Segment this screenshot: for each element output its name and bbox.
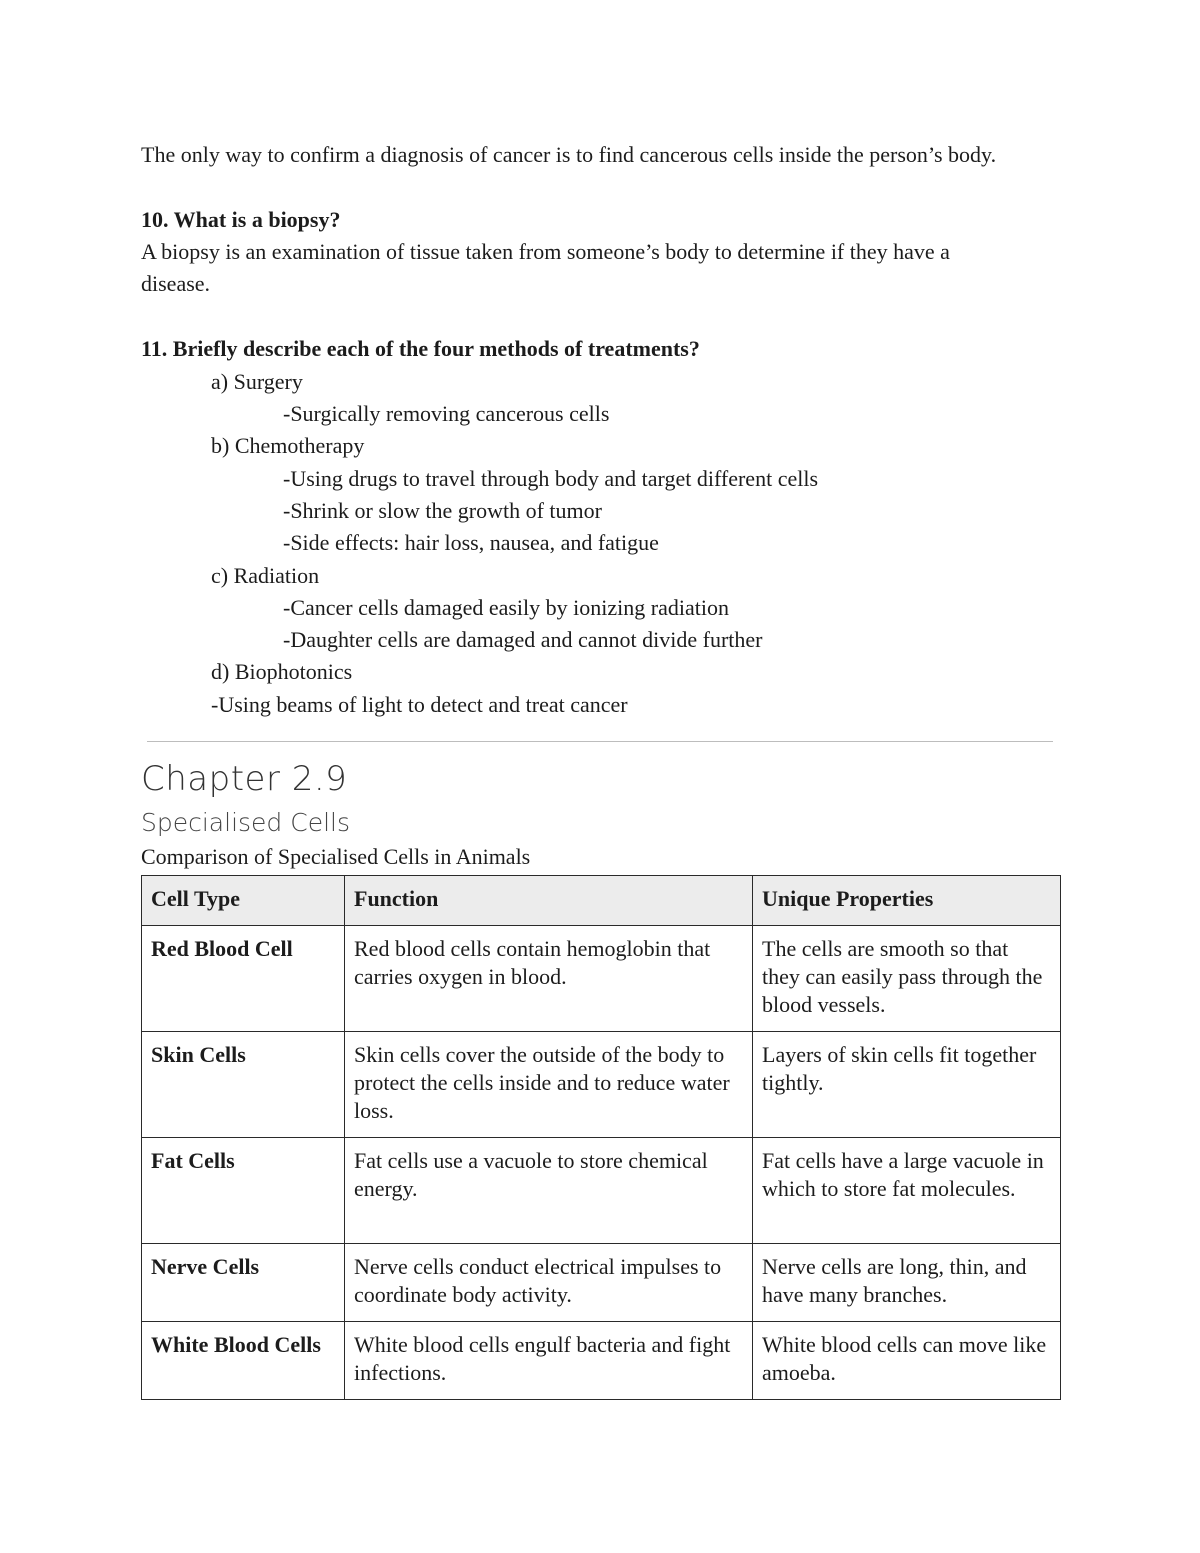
cell-function: Nerve cells conduct electrical impulses to coordinate body activity. [345, 1244, 753, 1322]
table-row [142, 1138, 1061, 1244]
cell-properties: Layers of skin cells fit together tightly. [753, 1032, 1061, 1138]
intro-text: The only way to confirm a diagnosis of cancer is to find cancerous cells inside the person’s body. [141, 142, 997, 167]
specialised-cells-table [141, 875, 1061, 1400]
horizontal-divider [147, 741, 1053, 742]
chapter-title: Chapter 2.9 [141, 759, 348, 799]
method-label-chemotherapy: b) Chemotherapy [211, 433, 365, 458]
column-header-cell-type: Cell Type [142, 876, 345, 926]
table-caption: Comparison of Specialised Cells in Animals [141, 844, 531, 869]
cell-properties: Fat cells have a large vacuole in which to store fat molecules. [753, 1138, 1061, 1244]
cell-function: White blood cells engulf bacteria and fight infections. [345, 1322, 753, 1400]
table-row [142, 1244, 1061, 1322]
cell-function: Red blood cells contain hemoglobin that carries oxygen in blood. [345, 926, 753, 1032]
section-title: Specialised Cells [141, 808, 350, 837]
cell-properties: White blood cells can move like amoeba. [753, 1322, 1061, 1400]
column-header-function: Function [345, 876, 753, 926]
cell-properties: The cells are smooth so that they can easily pass through the blood vessels. [753, 926, 1061, 1032]
cell-type: Skin Cells [142, 1032, 345, 1138]
cell-type: Fat Cells [142, 1138, 345, 1244]
cell-function: Fat cells use a vacuole to store chemical energy. [345, 1138, 753, 1244]
question-10-heading: 10. What is a biopsy? [141, 207, 341, 232]
table-row [142, 1032, 1061, 1138]
question-11-heading: 11. Briefly describe each of the four methods of treatments? [141, 336, 700, 361]
method-label-biophotonics: d) Biophotonics [211, 659, 353, 684]
question-10-answer-line-1: A biopsy is an examination of tissue taken from someone’s body to determine if they have a [141, 239, 950, 264]
table-header-row [142, 876, 1061, 926]
method-detail: -Daughter cells are damaged and cannot divide further [283, 627, 763, 652]
method-detail: -Shrink or slow the growth of tumor [283, 498, 602, 523]
table-row [142, 926, 1061, 1032]
method-detail: -Side effects: hair loss, nausea, and fatigue [283, 530, 659, 555]
cell-type: White Blood Cells [142, 1322, 345, 1400]
cell-type: Red Blood Cell [142, 926, 345, 1032]
method-label-radiation: c) Radiation [211, 563, 320, 588]
method-detail: -Surgically removing cancerous cells [283, 401, 610, 426]
cell-function: Skin cells cover the outside of the body to protect the cells inside and to reduce water loss. [345, 1032, 753, 1138]
method-label-surgery: a) Surgery [211, 369, 303, 394]
method-detail: -Cancer cells damaged easily by ionizing radiation [283, 595, 729, 620]
method-detail: -Using beams of light to detect and treat cancer [211, 692, 628, 717]
cell-properties: Nerve cells are long, thin, and have many branches. [753, 1244, 1061, 1322]
question-10-answer-line-2: disease. [141, 271, 211, 296]
column-header-unique-properties: Unique Properties [753, 876, 1061, 926]
method-detail: -Using drugs to travel through body and target different cells [283, 466, 819, 491]
cell-type: Nerve Cells [142, 1244, 345, 1322]
table-row [142, 1322, 1061, 1400]
